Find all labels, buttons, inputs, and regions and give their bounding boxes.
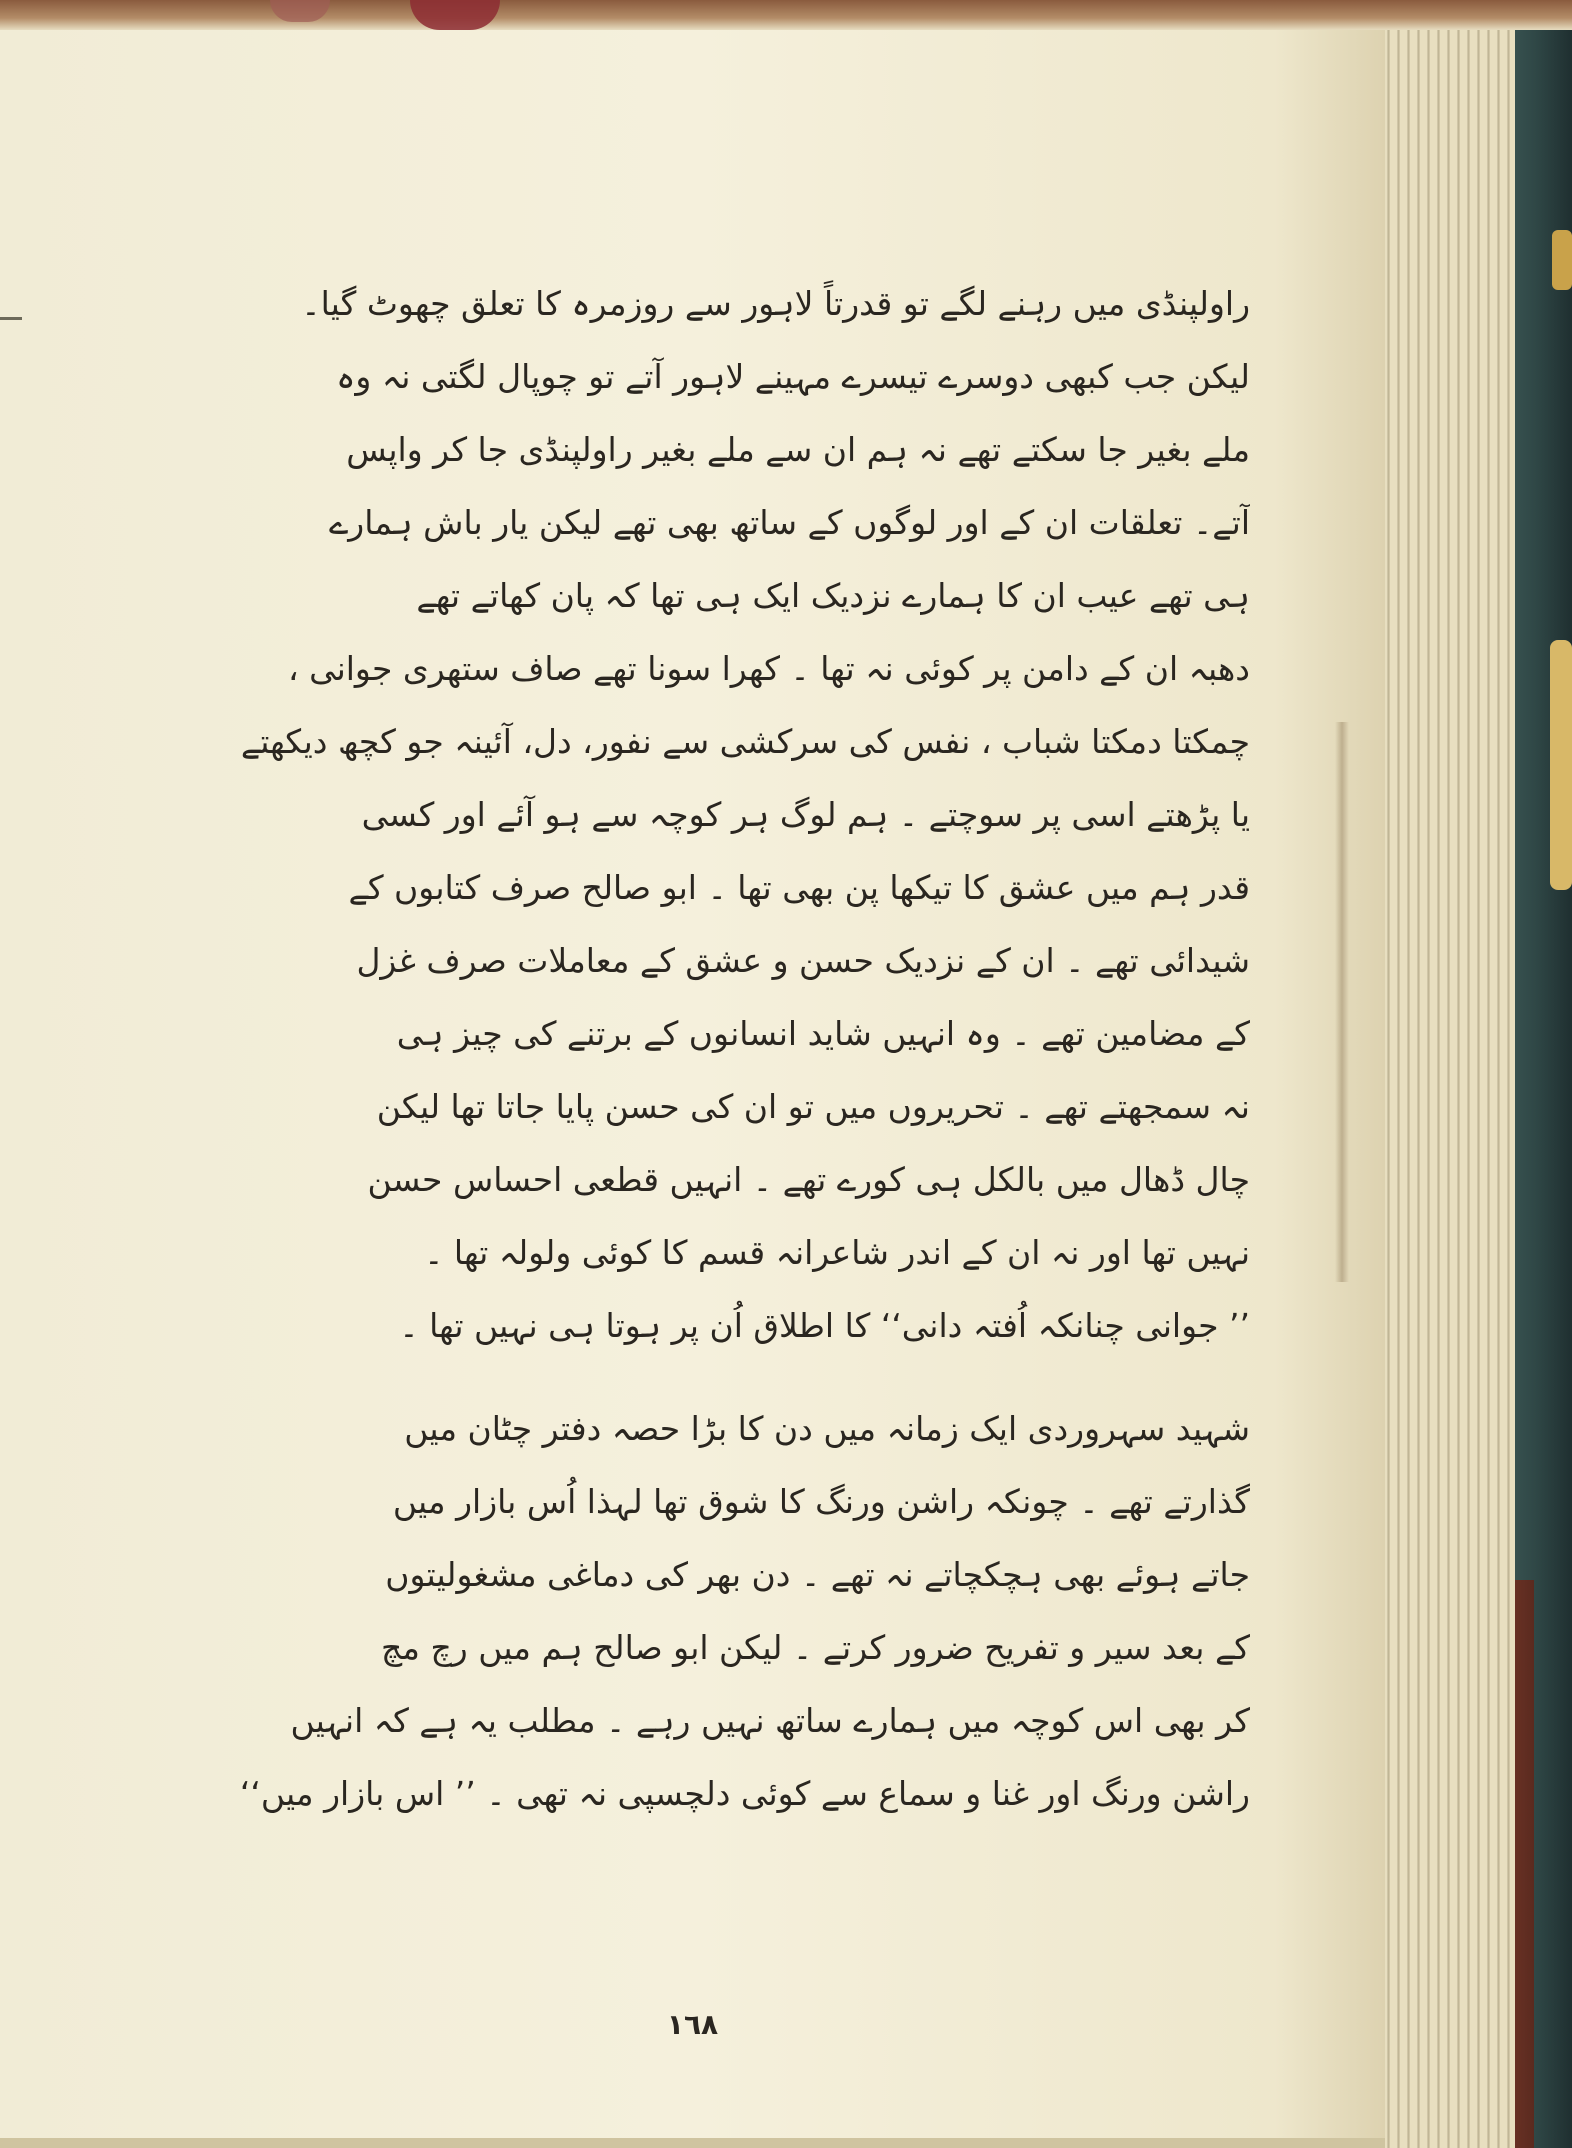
text-line: شہید سہروردی ایک زمانہ میں دن کا بڑا حصہ دفتر چٹان میں xyxy=(404,1409,1250,1448)
text-line: راولپنڈی میں رہنے لگے تو قدرتاً لاہور سے روزمرہ کا تعلق چھوٹ گیا۔ xyxy=(301,284,1250,323)
text-line: دھبہ ان کے دامن پر کوئی نہ تھا ۔ کھرا سونا تھے صاف ستھری جوانی ، xyxy=(287,649,1250,688)
margin-mark xyxy=(0,317,22,320)
cover-stain xyxy=(1552,230,1572,290)
text-line: کر بھی اس کوچہ میں ہمارے ساتھ نہیں رہے ۔ مطلب یہ ہے کہ انہیں xyxy=(290,1701,1250,1740)
stain-mark xyxy=(270,0,330,22)
text-line: یا پڑھتے اسی پر سوچتے ۔ ہم لوگ ہر کوچہ سے ہو آئے اور کسی xyxy=(361,795,1250,834)
text-line: نہیں تھا اور نہ ان کے اندر شاعرانہ قسم کا کوئی ولولہ تھا ۔ xyxy=(424,1233,1250,1272)
text-line: شیدائی تھے ۔ ان کے نزدیک حسن و عشق کے معاملات صرف غزل xyxy=(356,941,1250,980)
stacked-page-edges xyxy=(1380,8,1515,2148)
text-line: چمکتا دمکتا شباب ، نفس کی سرکشی سے نفور، دل، آئینہ جو کچھ دیکھتے xyxy=(240,722,1250,761)
text-line: ہی تھے عیب ان کا ہمارے نزدیک ایک ہی تھا کہ پان کھاتے تھے xyxy=(416,576,1250,615)
text-line: قدر ہم میں عشق کا تیکھا پن بھی تھا ۔ ابو صالح صرف کتابوں کے xyxy=(348,868,1250,907)
text-line: کے بعد سیر و تفریح ضرور کرتے ۔ لیکن ابو صالح ہم میں رچ مچ xyxy=(381,1628,1250,1667)
text-line: نہ سمجھتے تھے ۔ تحریروں میں تو ان کی حسن پایا جاتا تھا لیکن xyxy=(376,1087,1250,1126)
text-line: کے مضامین تھے ۔ وہ انہیں شاید انسانوں کے برتنے کی چیز ہی xyxy=(396,1014,1250,1053)
cover-stain xyxy=(1550,640,1572,890)
text-line: ملے بغیر جا سکتے تھے نہ ہم ان سے ملے بغیر راولپنڈی جا کر واپس xyxy=(346,430,1250,469)
text-line: گذارتے تھے ۔ چونکہ راشن ورنگ کا شوق تھا لہذا اُس بازار میں xyxy=(392,1482,1250,1521)
damaged-top-edge xyxy=(0,0,1572,30)
text-line: لیکن جب کبھی دوسرے تیسرے مہینے لاہور آتے تو چوپال لگتی نہ وہ xyxy=(336,357,1250,396)
text-line: آتے۔ تعلقات ان کے اور لوگوں کے ساتھ بھی تھے لیکن یار باش ہمارے xyxy=(328,503,1250,542)
page-number: ١٦٨ xyxy=(666,2008,719,2041)
page-shadow xyxy=(1335,722,1349,1282)
paragraph-2 xyxy=(105,1392,1250,1830)
text-line: راشن ورنگ اور غنا و سماع سے کوئی دلچسپی نہ تھی ۔ ’’ اس بازار میں‘‘ xyxy=(239,1774,1250,1813)
page-bottom-edge xyxy=(0,2138,1385,2148)
text-line: جاتے ہوئے بھی ہچکچاتے نہ تھے ۔ دن بھر کی دماغی مشغولیتوں xyxy=(385,1555,1250,1594)
paragraph-1 xyxy=(105,267,1250,1362)
book-page xyxy=(0,22,1385,2148)
text-line: ’’ جوانی چنانکہ اُفتہ دانی‘‘ کا اطلاق اُن پر ہوتا ہی نہیں تھا ۔ xyxy=(399,1306,1250,1345)
body-text xyxy=(105,267,1250,1830)
stain-mark xyxy=(410,0,500,30)
text-line: چال ڈھال میں بالکل ہی کورے تھے ۔ انہیں قطعی احساس حسن xyxy=(367,1160,1250,1199)
